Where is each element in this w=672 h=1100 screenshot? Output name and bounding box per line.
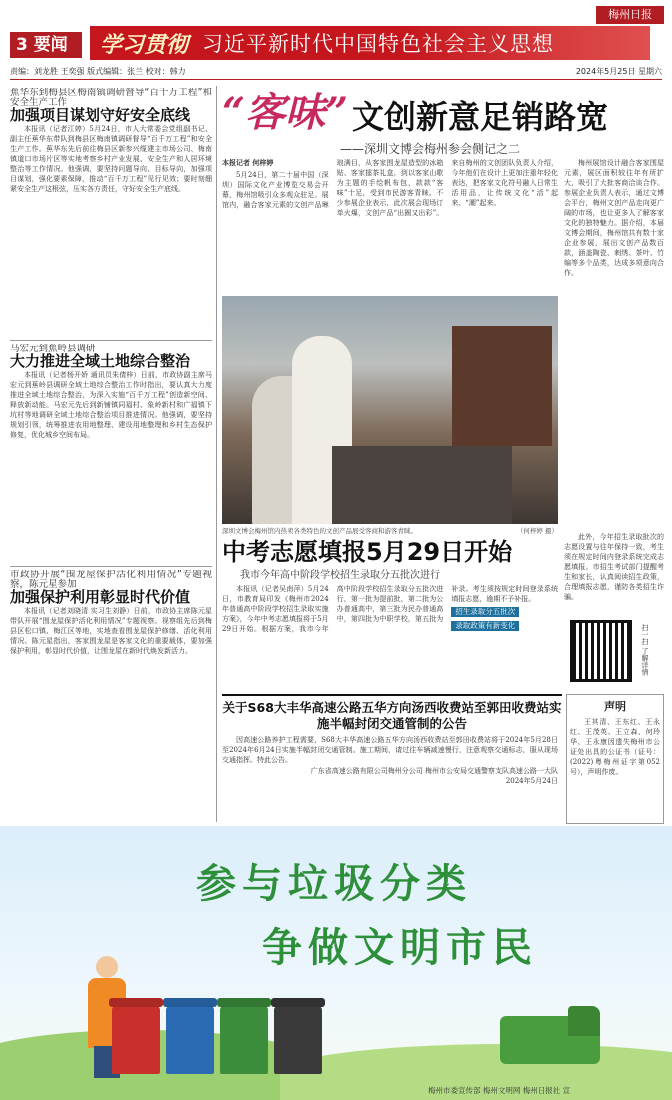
article-title: 加强项目谋划守好安全底线 xyxy=(10,106,191,124)
qr-caption: 扫一扫 了解详情 xyxy=(641,624,649,676)
article-kicker: 蕉华东到梅县区梅南镇调研督导“百千万工程”和安全生产工作 xyxy=(10,88,212,108)
garbage-truck-icon xyxy=(500,1016,600,1064)
editor-meta xyxy=(10,66,662,80)
article-body: 本报讯（记者杨开娇 通讯员朱倩梓）日前，市政协副主席马宏元到蕉岭县调研全域土地综合整治工作时指出，要认真大力度推进全域土地综合整治，为深入实施“百千万工程”创造新空间、释放新动能。马宏元先后到新铺镇同福村、象岭新村和广福镇下坑村等地调研全域土地综合整治项目推进情况。他强调，要坚持规划引领，统筹推进农用地整理、建设用地整理和乡村生态保护修复，优化城乡空间布局。 xyxy=(10,371,212,439)
zhongkao-tag: 录取政策有新变化 xyxy=(451,621,519,631)
qr-code[interactable] xyxy=(570,620,632,682)
zhongkao-continuation xyxy=(564,532,664,618)
public-service-ad xyxy=(0,826,672,1100)
ad-slogan-line1: 参与垃圾分类 xyxy=(196,860,472,907)
notice-title: 关于S68大丰华高速公路五华方向汤西收费站至郭田收费站实施半幅封闭交通管制的公告 xyxy=(222,700,562,731)
article-chenyuanxing xyxy=(10,570,212,820)
ad-footer: 梅州市委宣传部 梅州文明网 梅州日报社 宣 xyxy=(428,1086,571,1095)
headline-rest: 文创新意足销路宽 xyxy=(352,98,609,136)
article-kicker: 马宏元到蕉岭县调研 xyxy=(10,344,96,354)
worker-head xyxy=(96,956,118,978)
photo-shelf xyxy=(452,326,552,446)
photo-display-table xyxy=(332,446,512,524)
slogan-main: 习近平新时代中国特色社会主义思想 xyxy=(202,32,555,56)
feature-body xyxy=(222,158,558,292)
photo-credit: （何梓婷 摄） xyxy=(516,527,558,535)
column-divider xyxy=(216,86,217,822)
feature-subtitle: ——深圳文博会梅州参会侧记之二 xyxy=(340,142,521,156)
article-title: 大力推进全域土地综合整治 xyxy=(10,352,191,370)
divider xyxy=(10,566,212,567)
notice-body: 因高速公路养护工程需要，S68大丰华高速公路五华方向汤西收费站至郭田收费站将于2024年5月28日至2024年6月24日实施半幅封闭交通管制。施工期间，请过往车辆减速慢行，注意观察交通标志，服从现场交通指挥。特此公告。 xyxy=(222,736,558,764)
article-title: 加强保护利用彰显时代价值 xyxy=(10,588,191,606)
traffic-notice xyxy=(222,694,562,824)
statement-body-wrap xyxy=(570,717,660,817)
zhongkao-tag: 招生录取分五批次 xyxy=(451,607,519,617)
notice-date: 2024年5月24日 xyxy=(505,777,558,785)
meta-editors: 责编：刘龙胜 王奕强 版式编辑：张兰 校对：韩力 xyxy=(10,67,186,76)
meta-date: 2024年5月25日 星期六 xyxy=(575,67,662,76)
slogan-script: 学习贯彻 xyxy=(100,31,189,58)
red-trash-bin-icon xyxy=(112,1006,160,1074)
exhibition-photo xyxy=(222,296,558,524)
feature-continuation xyxy=(564,158,664,524)
section-badge: 3 要闻 xyxy=(10,32,82,58)
article-body: 本报讯（记者刘晓清 实习生刘静）日前，市政协主席陈元星带队开展“围龙屋保护活化利用情况”专题视察。视察组先后到梅县区松口镇、梅江区等地，实地查看围龙屋保护修缮、活化利用情况。陈元星指出，客家围龙屋是客家文化的重要载体，要加强保护利用，彰显时代价值，让围龙屋在新时代焕发新活力。 xyxy=(10,607,212,655)
zhongkao-headline: 中考志愿填报5月29日开始 xyxy=(222,538,513,566)
zhongkao-text: 本报讯（记者吴南萍）5月24日，市教育局印发《梅州市2024年普通高中阶段学校招生录取实施方案》，今年中考志愿填报将于5月29日开始。根据方案，我市今年高中阶段学校招生录取分五批次进行，第一批为提前批，第二批为公办普通高中，第三批为民办普通高中，第四批为中职学校，第五批为补录。考生须按规定时间登录系统填报志愿，逾期不予补报。 xyxy=(222,585,558,633)
statement-box xyxy=(566,694,664,824)
blue-trash-bin-icon xyxy=(166,1006,214,1074)
photo-caption-text: 深圳文博会梅州馆内热卖各类特色的文创产品展受客商和游客青睐。 xyxy=(222,527,417,535)
divider xyxy=(10,340,212,341)
ad-slogan-line2: 争做文明市民 xyxy=(262,924,538,971)
feature-headline xyxy=(222,86,662,138)
zhongkao-subtitle: 我市今年高中阶段学校招生录取分五批次进行 xyxy=(240,570,440,581)
page-header xyxy=(0,0,672,62)
paper-logo: 梅州日报 xyxy=(596,6,664,24)
statement-body: 王其清、王东红、王永红、王茂英、王立森、何玲华、王永康因遗失梅州市公证处出具的公证书（证号：(2022)粤梅州证字第052号），声明作废。 xyxy=(570,718,660,776)
feature-byline: 本报记者 何梓婷 xyxy=(222,158,274,167)
feature-text: 5月24日，第二十届中国（深圳）国际文化产业博览交易会开幕，梅州馆吸引众多观众驻足。展馆内，融合客家元素的文创产品琳琅满目，从客家围龙屋造型的冰箱贴、客家擂茶礼盒，到以客家山歌为主题的手绘帆布包，款款“客味”十足，受到市民游客青睐。不少参展企业表示，此次展会现场订单火爆，文创产品“出圈又出彩”。来自梅州的文创团队负责人介绍，今年他们在设计上更加注重年轻化表达，把客家文化符号融入日常生活用品，让传统文化“活”起来、“潮”起来。 xyxy=(222,159,558,217)
gray-trash-bin-icon xyxy=(274,1006,322,1074)
article-mahongyuan xyxy=(10,344,212,564)
slogan-banner xyxy=(90,26,650,60)
headline-quote-word: “客味” xyxy=(222,89,349,136)
article-kicker: 市政协开展“围龙屋保护活化利用情况”专题视察，陈元星参加 xyxy=(10,570,212,590)
notice-body-wrap xyxy=(222,735,558,811)
article-jiaohuadong xyxy=(10,88,212,338)
zhongkao-body xyxy=(222,584,558,690)
notice-issuers: 广东省高速公路有限公司梅州分公司 梅州市公安局交通警察支队高速公路一大队 xyxy=(310,767,558,775)
zhongkao-text: 此外，今年招生录取批次的志愿设置与往年保持一致，考生须在规定时间内登录系统完成志愿填报。市招生考试部门提醒考生和家长，认真阅读招生政策，合理填报志愿，谨防各类招生诈骗。 xyxy=(564,533,664,601)
feature-text: 梅州展馆设计融合客家围屋元素，展区面积较往年有所扩大，吸引了大批客商洽谈合作。参展企业负责人表示，通过文博会平台，梅州文创产品走向更广阔的市场，也让更多人了解客家文化的独特魅力。据介绍，本届文博会期间，梅州馆共有数十家企业参展，展出文创产品数百款，涵盖陶瓷、刺绣、茶叶、竹编等多个品类，达成多项意向合作。 xyxy=(564,159,664,277)
green-trash-bin-icon xyxy=(220,1006,268,1074)
article-body: 本报讯（记者江婷）5月24日，市人大常委会党组副书记、副主任蕉华东带队到梅县区梅南镇调研督导“百千万工程”和安全生产工作。蕉华东先后前往梅县区新参兴缆建主市场公司、梅南镇道口市场片区等实地考察乡村产业发展、安全生产和人居环境整治等工作情况。他强调，要坚持问题导向、目标导向，加强项目谋划，强化要素保障，推动“百千万工程”见行见效；要时刻绷紧安全生产这根弦，压实各方责任，守好安全生产底线。 xyxy=(10,125,212,193)
ad-hill xyxy=(0,1030,320,1100)
statement-title: 声明 xyxy=(604,700,626,713)
